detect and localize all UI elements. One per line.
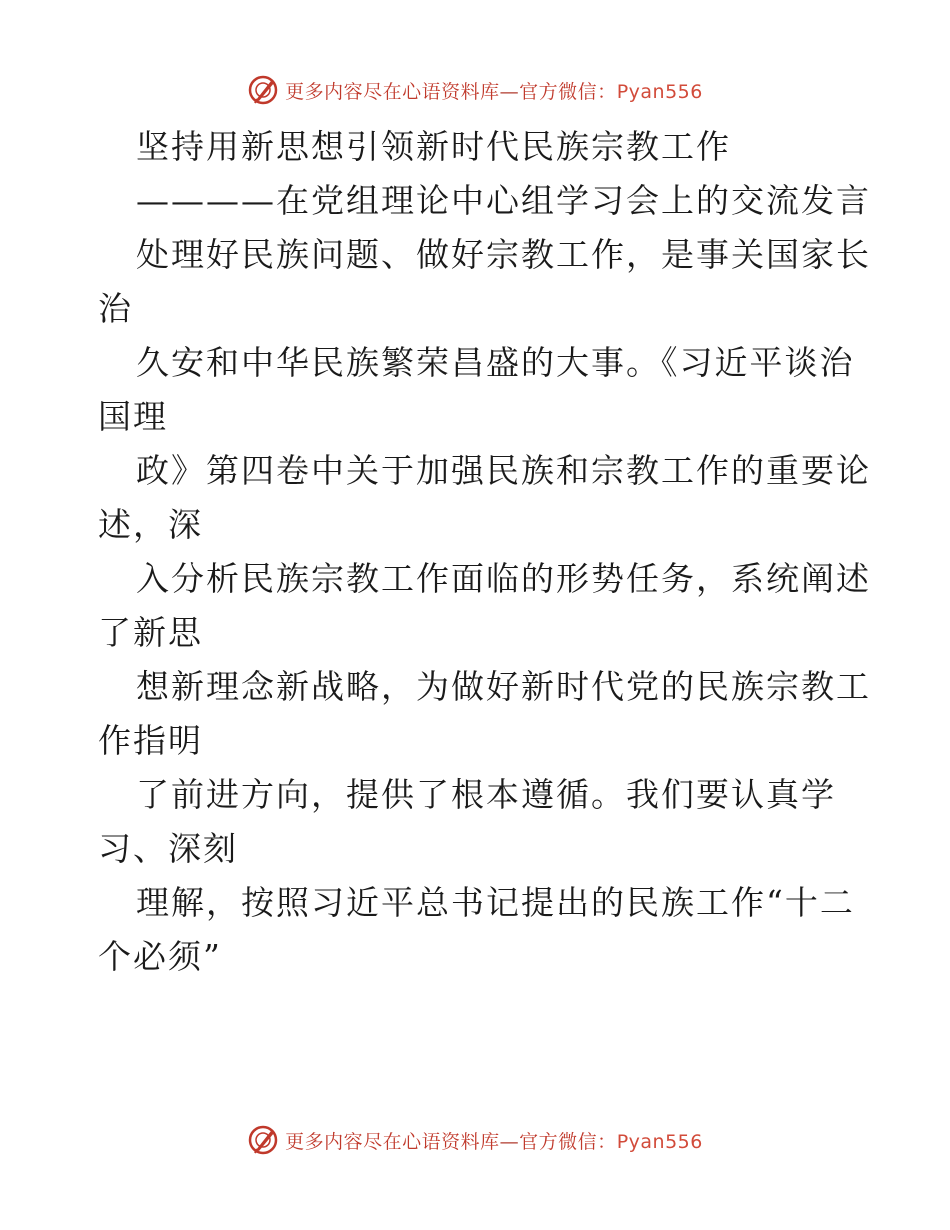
- paragraph-line: 个必须”: [98, 937, 222, 976]
- footer-banner: [0, 1122, 950, 1158]
- banner-account: Pyan556: [616, 80, 703, 103]
- banner-site-name: 更多内容尽在心语资料库: [285, 80, 500, 103]
- banner-contact-label: 官方微信：: [519, 1130, 617, 1153]
- paragraph-line: 入分析民族宗教工作面临的形势任务，系统阐述: [136, 559, 871, 598]
- paragraph-line: 处理好民族问题、做好宗教工作，是事关国家长: [136, 235, 871, 274]
- paragraph-line: 想新理念新战略，为做好新时代党的民族宗教工: [136, 667, 871, 706]
- quill-pen-logo-icon: [247, 74, 279, 106]
- banner-contact-label: 官方微信：: [519, 80, 617, 103]
- document-subtitle: ————在党组理论中心组学习会上的交流发言: [136, 181, 871, 220]
- document-body: [98, 120, 871, 984]
- paragraph-line: 治: [98, 289, 133, 328]
- paragraph-line: 了前进方向，提供了根本遵循。我们要认真学: [136, 775, 836, 814]
- paragraph-line: 习、深刻: [98, 829, 238, 868]
- banner-account: Pyan556: [616, 1130, 703, 1153]
- footer-banner-text: [285, 1127, 703, 1154]
- paragraph-line: 作指明: [98, 721, 203, 760]
- banner-separator: —: [499, 80, 520, 103]
- paragraph-line: 久安和中华民族繁荣昌盛的大事。《习近平谈治: [136, 343, 855, 382]
- paragraph-line: 理解，按照习近平总书记提出的民族工作“十二: [136, 883, 855, 922]
- document-title: 坚持用新思想引领新时代民族宗教工作: [136, 127, 731, 166]
- banner-separator: —: [499, 1130, 520, 1153]
- quill-pen-logo-icon: [247, 1124, 279, 1156]
- paragraph-line: 述，深: [98, 505, 203, 544]
- paragraph-line: 政》第四卷中关于加强民族和宗教工作的重要论: [136, 451, 871, 490]
- paragraph-line: 了新思: [98, 613, 203, 652]
- paragraph-line: 国理: [98, 397, 168, 436]
- header-banner: [0, 72, 950, 108]
- banner-site-name: 更多内容尽在心语资料库: [285, 1130, 500, 1153]
- header-banner-text: [285, 77, 703, 104]
